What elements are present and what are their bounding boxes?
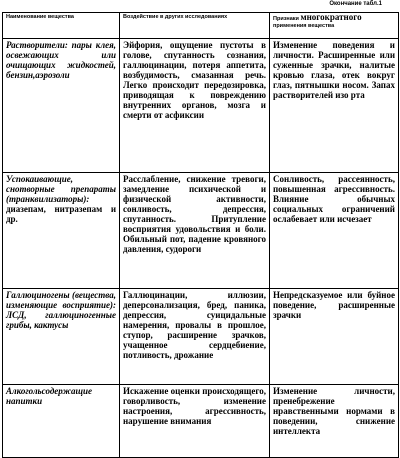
table-row: [3, 385, 399, 458]
effects-cell: Галлюцинации, иллюзии, деперсонализация, бред, паника, депрессия, суицидальные намерения, провалы в прошлое, ступор, расширение зрачков, учащенное сердцебиение, потливость, дрожание: [120, 289, 270, 385]
signs-cell: Сонливость, рассеянность, повышенная агрессивность. Влияние обычных социальных ограничений ослабевает или исчезает: [270, 173, 399, 289]
substance-title: Алкогольсодержащие напитки: [6, 386, 93, 406]
substance-cell: [3, 39, 120, 173]
header-signs-prefix: Признаки: [273, 16, 299, 22]
table-row: [3, 173, 399, 289]
header-signs-suffix: применения вещества: [273, 22, 335, 29]
signs-cell: Изменение личности, пренебрежение нравственными нормами в поведении, снижение интеллекта: [270, 385, 399, 458]
substance-title: Растворители:: [6, 40, 68, 50]
substances-table: [2, 12, 399, 458]
header-effects: Воздействие в других исследованиях: [120, 13, 270, 39]
table-row: [3, 289, 399, 385]
substance-cell: [3, 173, 120, 289]
header-signs: [270, 13, 399, 39]
header-substance: Наименование вещества: [3, 13, 120, 39]
substance-title: Галлюциногены (вещества, изменяющие восприятие):: [6, 290, 116, 310]
effects-cell: Расслабление, снижение тревоги, замедление психической и физической активности, сонливость, депрессия, спутанность. Притупление восприятия удовольствия и боли. Обильный пот, падение кровяного давления, судороги: [120, 173, 270, 289]
header-signs-big: многократного: [300, 12, 362, 22]
substance-title: Успокаивающие, снотворные препараты (транквилизаторы):: [6, 174, 116, 204]
table-header-row: [3, 13, 399, 39]
substance-cell: [3, 289, 120, 385]
substance-cell: [3, 385, 120, 458]
substance-examples: пары клея, освежающих или очищающих жидкостей, бензин,аэрозоли: [6, 40, 116, 80]
effects-cell: Искажение оценки происходящего, говорливость, изменение настроения, агрессивность, нарушение внимания: [120, 385, 270, 458]
effects-cell: Эйфория, ощущение пустоты в голове, спутанность сознания, галлюцинации, потеря аппетита, возбудимость, смазанная речь. Легко происходит передозировка, приводящая к повреждению внутренних органов, мозга и смерти от асфиксии: [120, 39, 270, 173]
substance-examples: ЛСД, галлюциногенные грибы, кактусы: [6, 310, 116, 330]
signs-cell: Изменение поведения и личности. Расширенные или суженные зрачки, налитые кровью глаза, отек вокруг глаз, пятнышки носом. Запах растворителей изо рта: [270, 39, 399, 173]
substance-examples: диазепам, нитразепам и др.: [6, 204, 116, 224]
signs-cell: Непредсказуемое или буйное поведение, расширенные зрачки: [270, 289, 399, 385]
table-caption: Окончание табл.1: [329, 1, 382, 7]
table-row: [3, 39, 399, 173]
